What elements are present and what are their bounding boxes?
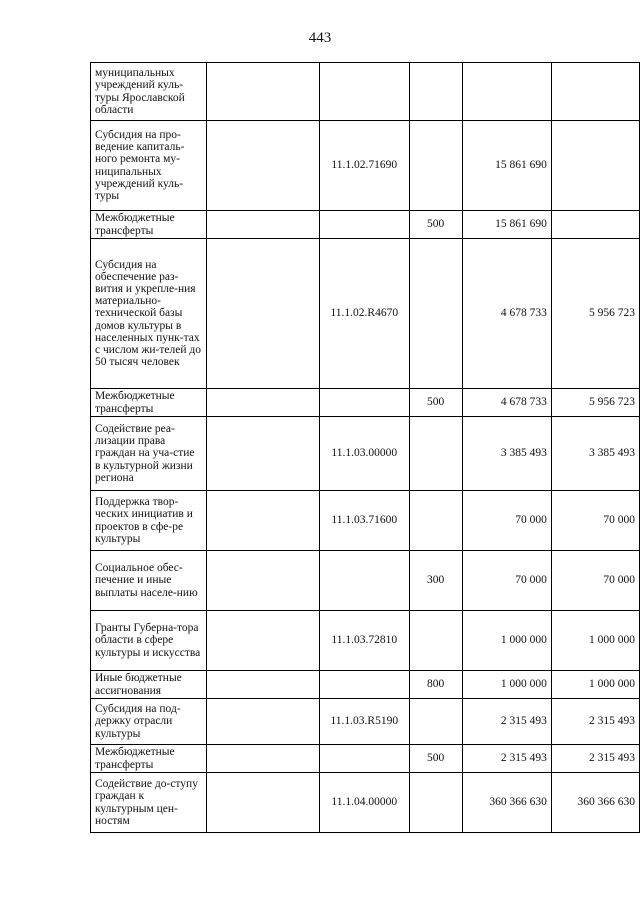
row-amount-year1-cell bbox=[462, 63, 551, 121]
row-type-cell bbox=[409, 417, 462, 491]
table-row bbox=[91, 121, 640, 211]
row-blank-cell bbox=[207, 389, 320, 417]
row-amount-year2-cell bbox=[551, 63, 639, 121]
table-row bbox=[91, 491, 640, 551]
row-amount-year2-cell: 2 315 493 bbox=[551, 745, 639, 773]
row-type-cell: 300 bbox=[409, 551, 462, 611]
row-amount-year1-cell: 2 315 493 bbox=[462, 745, 551, 773]
row-blank-cell bbox=[207, 773, 320, 833]
row-amount-year1-cell: 15 861 690 bbox=[462, 121, 551, 211]
row-amount-year1-cell: 4 678 733 bbox=[462, 389, 551, 417]
row-type-cell: 500 bbox=[409, 389, 462, 417]
row-blank-cell bbox=[207, 491, 320, 551]
table-row bbox=[91, 773, 640, 833]
row-amount-year2-cell: 1 000 000 bbox=[551, 611, 639, 671]
table-row bbox=[91, 63, 640, 121]
row-amount-year1-cell: 2 315 493 bbox=[462, 699, 551, 745]
row-amount-year2-cell: 360 366 630 bbox=[551, 773, 639, 833]
row-name-cell: Субсидия на обеспечение раз-вития и укрепле-ния материально-технической базы домов культуры в населенных пунк-тах с числом жи-телей до 50 тысяч человек bbox=[91, 239, 207, 389]
table-row bbox=[91, 699, 640, 745]
row-name-cell: Социальное обес-печение и иные выплаты населе-нию bbox=[91, 551, 207, 611]
row-blank-cell bbox=[207, 63, 320, 121]
row-code-cell: 11.1.04.00000 bbox=[319, 773, 409, 833]
table-row bbox=[91, 671, 640, 699]
row-name-cell: Поддержка твор-ческих инициатив и проектов в сфе-ре культуры bbox=[91, 491, 207, 551]
row-amount-year2-cell: 3 385 493 bbox=[551, 417, 639, 491]
row-code-cell bbox=[319, 671, 409, 699]
row-amount-year2-cell: 70 000 bbox=[551, 491, 639, 551]
row-name-cell: Содействие реа-лизации права граждан на уча-стие в культурной жизни региона bbox=[91, 417, 207, 491]
row-code-cell: 11.1.03.R5190 bbox=[319, 699, 409, 745]
row-blank-cell bbox=[207, 211, 320, 239]
row-blank-cell bbox=[207, 121, 320, 211]
row-blank-cell bbox=[207, 239, 320, 389]
table-row bbox=[91, 211, 640, 239]
budget-table bbox=[90, 62, 640, 833]
table-row bbox=[91, 389, 640, 417]
row-type-cell: 500 bbox=[409, 211, 462, 239]
row-code-cell bbox=[319, 63, 409, 121]
row-amount-year2-cell: 1 000 000 bbox=[551, 671, 639, 699]
table-row bbox=[91, 611, 640, 671]
row-code-cell bbox=[319, 551, 409, 611]
row-amount-year2-cell: 5 956 723 bbox=[551, 239, 639, 389]
table-row bbox=[91, 417, 640, 491]
row-type-cell bbox=[409, 699, 462, 745]
row-amount-year1-cell: 15 861 690 bbox=[462, 211, 551, 239]
row-code-cell: 11.1.03.72810 bbox=[319, 611, 409, 671]
row-blank-cell bbox=[207, 671, 320, 699]
row-amount-year2-cell: 70 000 bbox=[551, 551, 639, 611]
row-blank-cell bbox=[207, 745, 320, 773]
table-row bbox=[91, 239, 640, 389]
row-amount-year1-cell: 1 000 000 bbox=[462, 671, 551, 699]
row-amount-year1-cell: 70 000 bbox=[462, 551, 551, 611]
page-number: 443 bbox=[308, 30, 332, 46]
row-name-cell: Межбюджетные трансферты bbox=[91, 745, 207, 773]
row-name-cell: Субсидия на под-держку отрасли культуры bbox=[91, 699, 207, 745]
row-code-cell: 11.1.03.00000 bbox=[319, 417, 409, 491]
row-name-cell: муниципальных учреждений куль-туры Ярославской области bbox=[91, 63, 207, 121]
table-row bbox=[91, 551, 640, 611]
row-code-cell bbox=[319, 389, 409, 417]
row-amount-year1-cell: 70 000 bbox=[462, 491, 551, 551]
budget-table-body bbox=[91, 63, 640, 833]
row-name-cell: Иные бюджетные ассигнования bbox=[91, 671, 207, 699]
row-code-cell: 11.1.03.71600 bbox=[319, 491, 409, 551]
row-amount-year2-cell: 2 315 493 bbox=[551, 699, 639, 745]
row-name-cell: Содействие до-ступу граждан к культурным цен-ностям bbox=[91, 773, 207, 833]
row-amount-year2-cell bbox=[551, 121, 639, 211]
row-type-cell bbox=[409, 773, 462, 833]
row-amount-year1-cell: 1 000 000 bbox=[462, 611, 551, 671]
row-type-cell: 800 bbox=[409, 671, 462, 699]
row-blank-cell bbox=[207, 611, 320, 671]
row-name-cell: Межбюджетные трансферты bbox=[91, 389, 207, 417]
row-name-cell: Субсидия на про-ведение капиталь-ного ремонта му-ниципальных учреждений куль-туры bbox=[91, 121, 207, 211]
row-blank-cell bbox=[207, 417, 320, 491]
row-type-cell bbox=[409, 611, 462, 671]
row-code-cell bbox=[319, 211, 409, 239]
row-name-cell: Межбюджетные трансферты bbox=[91, 211, 207, 239]
row-blank-cell bbox=[207, 551, 320, 611]
row-amount-year2-cell bbox=[551, 211, 639, 239]
row-amount-year1-cell: 360 366 630 bbox=[462, 773, 551, 833]
row-type-cell: 500 bbox=[409, 745, 462, 773]
row-name-cell: Гранты Губерна-тора области в сфере культуры и искусства bbox=[91, 611, 207, 671]
table-row bbox=[91, 745, 640, 773]
row-type-cell bbox=[409, 239, 462, 389]
row-code-cell bbox=[319, 745, 409, 773]
row-amount-year2-cell: 5 956 723 bbox=[551, 389, 639, 417]
row-code-cell: 11.1.02.71690 bbox=[319, 121, 409, 211]
row-amount-year1-cell: 4 678 733 bbox=[462, 239, 551, 389]
row-type-cell bbox=[409, 491, 462, 551]
row-amount-year1-cell: 3 385 493 bbox=[462, 417, 551, 491]
row-code-cell: 11.1.02.R4670 bbox=[319, 239, 409, 389]
row-type-cell bbox=[409, 121, 462, 211]
row-blank-cell bbox=[207, 699, 320, 745]
row-type-cell bbox=[409, 63, 462, 121]
